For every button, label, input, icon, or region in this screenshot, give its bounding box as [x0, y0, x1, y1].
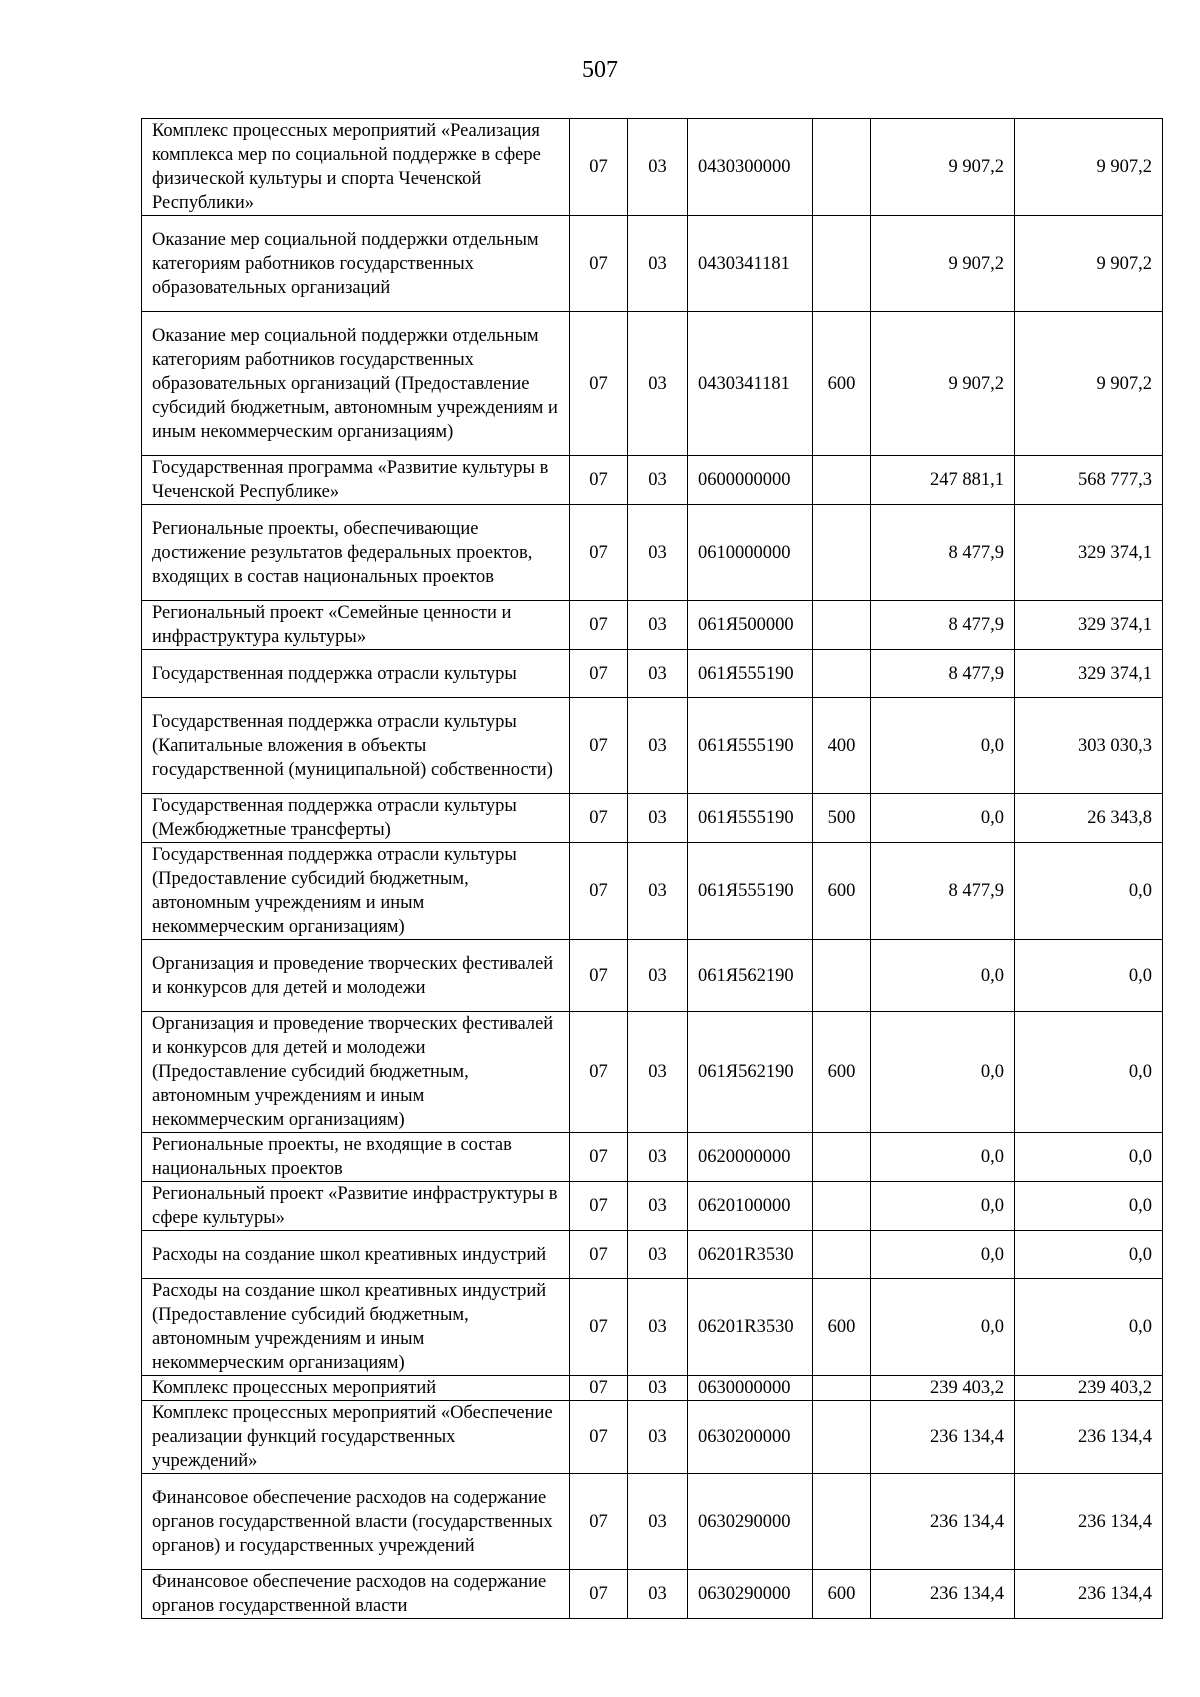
expense-type-code: 600 [813, 843, 871, 940]
expense-type-code [813, 1133, 871, 1182]
subsection-code: 03 [628, 1376, 688, 1401]
amount-year-1: 9 907,2 [871, 216, 1015, 312]
amount-year-1: 0,0 [871, 794, 1015, 843]
expense-type-code [813, 456, 871, 505]
section-code: 07 [570, 1133, 628, 1182]
table-row [142, 940, 1163, 1012]
amount-year-1: 8 477,9 [871, 505, 1015, 601]
row-name: Оказание мер социальной поддержки отдельным категориям работников государственных образовательных организаций [142, 216, 570, 312]
amount-year-1: 9 907,2 [871, 312, 1015, 456]
section-code: 07 [570, 119, 628, 216]
expense-type-code [813, 940, 871, 1012]
section-code: 07 [570, 1012, 628, 1133]
expense-type-code [813, 1231, 871, 1279]
amount-year-2: 239 403,2 [1015, 1376, 1163, 1401]
table-row [142, 698, 1163, 794]
row-name: Финансовое обеспечение расходов на содержание органов государственной власти (государственных органов) и государственных учреждений [142, 1474, 570, 1570]
subsection-code: 03 [628, 650, 688, 698]
expense-type-code [813, 1376, 871, 1401]
amount-year-2: 236 134,4 [1015, 1570, 1163, 1619]
target-article-code: 0430300000 [688, 119, 813, 216]
page-number: 507 [582, 57, 618, 83]
target-article-code: 0430341181 [688, 312, 813, 456]
subsection-code: 03 [628, 1279, 688, 1376]
target-article-code: 0620100000 [688, 1182, 813, 1231]
subsection-code: 03 [628, 456, 688, 505]
table-row [142, 1012, 1163, 1133]
amount-year-1: 0,0 [871, 1279, 1015, 1376]
subsection-code: 03 [628, 794, 688, 843]
row-name: Государственная поддержка отрасли культуры [142, 650, 570, 698]
expense-type-code [813, 1474, 871, 1570]
row-name: Государственная поддержка отрасли культуры (Предоставление субсидий бюджетным, автономным учреждениям и иным некоммерческим организациям) [142, 843, 570, 940]
table-row [142, 1570, 1163, 1619]
amount-year-2: 0,0 [1015, 1182, 1163, 1231]
subsection-code: 03 [628, 698, 688, 794]
amount-year-2: 329 374,1 [1015, 650, 1163, 698]
row-name: Организация и проведение творческих фестивалей и конкурсов для детей и молодежи (Предоставление субсидий бюджетным, автономным учреждениям и иным некоммерческим организациям) [142, 1012, 570, 1133]
amount-year-1: 0,0 [871, 1182, 1015, 1231]
amount-year-1: 8 477,9 [871, 650, 1015, 698]
subsection-code: 03 [628, 1182, 688, 1231]
expense-type-code [813, 1182, 871, 1231]
table-row [142, 650, 1163, 698]
section-code: 07 [570, 698, 628, 794]
expense-type-code [813, 601, 871, 650]
target-article-code: 0630290000 [688, 1474, 813, 1570]
target-article-code: 061Я562190 [688, 1012, 813, 1133]
section-code: 07 [570, 940, 628, 1012]
amount-year-2: 0,0 [1015, 1133, 1163, 1182]
section-code: 07 [570, 505, 628, 601]
subsection-code: 03 [628, 1012, 688, 1133]
amount-year-2: 0,0 [1015, 1279, 1163, 1376]
table-row [142, 505, 1163, 601]
subsection-code: 03 [628, 940, 688, 1012]
section-code: 07 [570, 1570, 628, 1619]
target-article-code: 06201R3530 [688, 1279, 813, 1376]
target-article-code: 0630290000 [688, 1570, 813, 1619]
amount-year-2: 9 907,2 [1015, 119, 1163, 216]
table-row [142, 1474, 1163, 1570]
section-code: 07 [570, 601, 628, 650]
section-code: 07 [570, 794, 628, 843]
row-name: Региональные проекты, обеспечивающие достижение результатов федеральных проектов, входящих в состав национальных проектов [142, 505, 570, 601]
target-article-code: 0620000000 [688, 1133, 813, 1182]
amount-year-2: 236 134,4 [1015, 1474, 1163, 1570]
subsection-code: 03 [628, 1133, 688, 1182]
expense-type-code [813, 505, 871, 601]
amount-year-2: 0,0 [1015, 940, 1163, 1012]
amount-year-1: 9 907,2 [871, 119, 1015, 216]
section-code: 07 [570, 1231, 628, 1279]
amount-year-1: 8 477,9 [871, 601, 1015, 650]
row-name: Региональные проекты, не входящие в состав национальных проектов [142, 1133, 570, 1182]
amount-year-1: 236 134,4 [871, 1474, 1015, 1570]
subsection-code: 03 [628, 843, 688, 940]
table-row [142, 843, 1163, 940]
subsection-code: 03 [628, 601, 688, 650]
section-code: 07 [570, 1279, 628, 1376]
row-name: Комплекс процессных мероприятий [142, 1376, 570, 1401]
subsection-code: 03 [628, 1401, 688, 1474]
expense-type-code: 600 [813, 312, 871, 456]
table-row [142, 216, 1163, 312]
table-row [142, 1231, 1163, 1279]
subsection-code: 03 [628, 216, 688, 312]
subsection-code: 03 [628, 1231, 688, 1279]
table-row [142, 1182, 1163, 1231]
amount-year-1: 0,0 [871, 1012, 1015, 1133]
table-row [142, 1401, 1163, 1474]
target-article-code: 061Я500000 [688, 601, 813, 650]
table-row [142, 456, 1163, 505]
amount-year-2: 0,0 [1015, 1231, 1163, 1279]
amount-year-2: 0,0 [1015, 843, 1163, 940]
row-name: Государственная поддержка отрасли культуры (Капитальные вложения в объекты государственной (муниципальной) собственности) [142, 698, 570, 794]
section-code: 07 [570, 1182, 628, 1231]
row-name: Комплекс процессных мероприятий «Реализация комплекса мер по социальной поддержке в сфере физической культуры и спорта Чеченской Республики» [142, 119, 570, 216]
expense-type-code [813, 1401, 871, 1474]
table-row [142, 1376, 1163, 1401]
section-code: 07 [570, 1474, 628, 1570]
amount-year-2: 329 374,1 [1015, 601, 1163, 650]
expense-type-code: 500 [813, 794, 871, 843]
expense-type-code: 600 [813, 1570, 871, 1619]
target-article-code: 061Я555190 [688, 843, 813, 940]
target-article-code: 061Я555190 [688, 794, 813, 843]
row-name: Расходы на создание школ креативных индустрий (Предоставление субсидий бюджетным, автономным учреждениям и иным некоммерческим организациям) [142, 1279, 570, 1376]
target-article-code: 0430341181 [688, 216, 813, 312]
amount-year-2: 568 777,3 [1015, 456, 1163, 505]
amount-year-2: 236 134,4 [1015, 1401, 1163, 1474]
target-article-code: 0610000000 [688, 505, 813, 601]
row-name: Расходы на создание школ креативных индустрий [142, 1231, 570, 1279]
expense-type-code: 400 [813, 698, 871, 794]
row-name: Региональный проект «Развитие инфраструктуры в сфере культуры» [142, 1182, 570, 1231]
target-article-code: 061Я555190 [688, 698, 813, 794]
amount-year-1: 8 477,9 [871, 843, 1015, 940]
amount-year-1: 236 134,4 [871, 1570, 1015, 1619]
amount-year-1: 0,0 [871, 1231, 1015, 1279]
amount-year-1: 239 403,2 [871, 1376, 1015, 1401]
subsection-code: 03 [628, 312, 688, 456]
section-code: 07 [570, 456, 628, 505]
amount-year-1: 0,0 [871, 1133, 1015, 1182]
amount-year-1: 0,0 [871, 940, 1015, 1012]
target-article-code: 0630200000 [688, 1401, 813, 1474]
expense-type-code [813, 650, 871, 698]
target-article-code: 061Я555190 [688, 650, 813, 698]
target-article-code: 06201R3530 [688, 1231, 813, 1279]
row-name: Оказание мер социальной поддержки отдельным категориям работников государственных образовательных организаций (Предоставление субсидий бюджетным, автономным учреждениям и иным некоммерческим организациям) [142, 312, 570, 456]
amount-year-1: 236 134,4 [871, 1401, 1015, 1474]
row-name: Государственная поддержка отрасли культуры (Межбюджетные трансферты) [142, 794, 570, 843]
table-row [142, 312, 1163, 456]
expense-type-code [813, 216, 871, 312]
amount-year-2: 303 030,3 [1015, 698, 1163, 794]
amount-year-1: 0,0 [871, 698, 1015, 794]
target-article-code: 061Я562190 [688, 940, 813, 1012]
table-row [142, 601, 1163, 650]
amount-year-2: 26 343,8 [1015, 794, 1163, 843]
section-code: 07 [570, 1376, 628, 1401]
amount-year-2: 9 907,2 [1015, 216, 1163, 312]
table-body [142, 119, 1163, 1619]
target-article-code: 0600000000 [688, 456, 813, 505]
amount-year-2: 9 907,2 [1015, 312, 1163, 456]
section-code: 07 [570, 650, 628, 698]
row-name: Государственная программа «Развитие культуры в Чеченской Республике» [142, 456, 570, 505]
subsection-code: 03 [628, 119, 688, 216]
expense-type-code [813, 119, 871, 216]
amount-year-1: 247 881,1 [871, 456, 1015, 505]
section-code: 07 [570, 216, 628, 312]
table-row [142, 1279, 1163, 1376]
subsection-code: 03 [628, 1570, 688, 1619]
row-name: Региональный проект «Семейные ценности и инфраструктура культуры» [142, 601, 570, 650]
section-code: 07 [570, 1401, 628, 1474]
amount-year-2: 329 374,1 [1015, 505, 1163, 601]
subsection-code: 03 [628, 505, 688, 601]
expense-type-code: 600 [813, 1012, 871, 1133]
row-name: Финансовое обеспечение расходов на содержание органов государственной власти [142, 1570, 570, 1619]
row-name: Организация и проведение творческих фестивалей и конкурсов для детей и молодежи [142, 940, 570, 1012]
budget-table [141, 118, 1163, 1619]
section-code: 07 [570, 843, 628, 940]
section-code: 07 [570, 312, 628, 456]
row-name: Комплекс процессных мероприятий «Обеспечение реализации функций государственных учреждений» [142, 1401, 570, 1474]
expense-type-code: 600 [813, 1279, 871, 1376]
table-row [142, 794, 1163, 843]
table-row [142, 119, 1163, 216]
subsection-code: 03 [628, 1474, 688, 1570]
table-row [142, 1133, 1163, 1182]
amount-year-2: 0,0 [1015, 1012, 1163, 1133]
target-article-code: 0630000000 [688, 1376, 813, 1401]
